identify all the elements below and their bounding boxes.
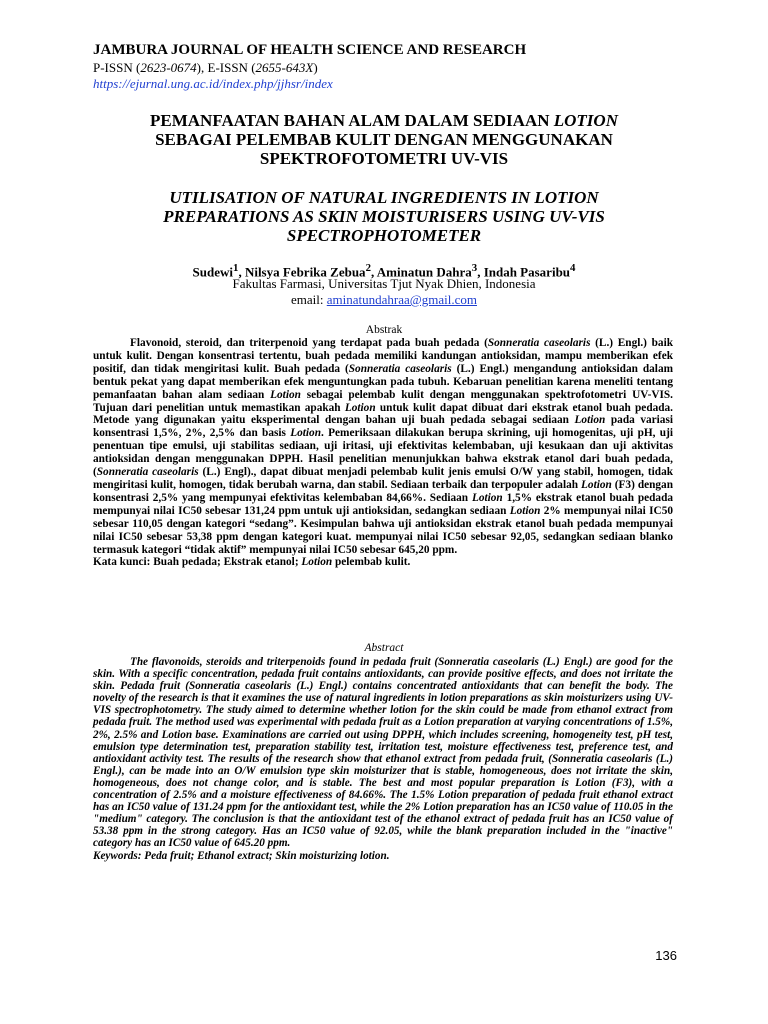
journal-issn: P-ISSN (2623-0674), E-ISSN (2655-643X) — [93, 60, 318, 75]
keywords: Keywords: Peda fruit; Ethanol extract; Skin moisturizing lotion. — [93, 849, 390, 862]
email-link[interactable]: aminatundahraa@gmail.com — [326, 292, 477, 307]
kata-kunci: Kata kunci: Buah pedada; Ekstrak etanol; Lotion pelembab kulit. — [93, 556, 411, 569]
article-title-indonesian: PEMANFAATAN BAHAN ALAM DALAM SEDIAAN LOTION SEBAGAI PELEMBAB KULIT DENGAN MENGGUNAKAN SPEKTROFOTOMETRI UV-VIS — [150, 111, 618, 168]
abstract-body-english: The flavonoids, steroids and triterpenoids found in pedada fruit (Sonneratia caseolaris (L.) Engl.) are good for the skin. With a specific concentration, pedada fruit contains antioxidants, can provide positive effects, and does not irritate the skin. Pedada fruit (Sonneratia caseolaris (L.) Engl.) contains concentrated antioxidants that can benefit the body. The novelty of the research is that it examines the use of natural ingredients in lotion preparations as skin moisturizers using UV-VIS spectrophotometry. The study aimed to determine whether lotion for the skin could be made from ethanol extract from pedada fruit. The method used was experimental with pedada fruit as a Lotion preparation at varying concentrations of 1.5%, 2%, 2.5% and Lotion base. Examinations are carried out using DPPH, which includes screening, homogeneity test, pH test, emulsion type determination test, preparation stability test, irritation test, moisture effectiveness test, preference test, and antioxidant activity test. The results of the research show that ethanol extract from pedada fruit, (Sonneratia caseolaris (L.) Engl.), can be made into an O/W emulsion type skin moisturizer that is stable, homogeneous, does not irritate the skin, homogeneous, does not change color, and is stable. The best and most popular preparation is Lotion (F3), with a concentration of 2.5% and a moisture effectiveness of 84.66%. The 1.5% Lotion preparation of pedada fruit ethanol extract has an IC50 value of 131.24 ppm for the antioxidant test, while the 2% Lotion preparation has an IC50 value of 110.05 in the "medium" category. The conclusion is that the antioxidant test of the ethanol extract of pedada fruit has an IC50 value of 53.38 ppm in the strong category. Has an IC50 value of 92.05, while the blank preparation included in the "inactive" category has an IC50 value of 645.20 ppm. Keywords: Peda fruit; Ethanol extract; Skin moisturizing lotion. — [93, 656, 673, 862]
abstract-heading: Abstract — [364, 642, 404, 654]
abstrak-body: Flavonoid, steroid, dan triterpenoid yang terdapat pada buah pedada (Sonneratia caseolaris (L.) Engl.) baik untuk kulit. Dengan konsentrasi tertentu, buah pedada memiliki kandungan antioksidan, mampu memberikan efek positif, dan tidak mengiritasi kulit. Buah pedada (Sonneratia caseolaris (L.) Engl.) mengandung antioksidan dalam bentuk pekat yang dapat memberikan efek menguntungkan pada tubuh. Kebaruan penelitian karena meneliti tentang pemanfaatan bahan alam sediaan Lotion sebagai pelembab kulit dengan menggunakan spektrofotometri UV-VIS. Tujuan dari penelitian untuk memastikan apakah Lotion untuk kulit dapat dibuat dari ekstrak etanol buah pedada. Metode yang digunakan yaitu eksperimental dengan bahan uji buah pedada sebagai sediaan Lotion pada variasi konsentrasi 1,5%, 2%, 2,5% dan basis Lotion. Pemeriksaan dilakukan berupa skrining, uji homogenitas, uji pH, uji penentuan tipe emulsi, uji stabilitas sediaan, uji iritasi, uji efektivitas kelembaban, uji kesukaan dan uji aktivitas antioksidan dengan menggunakan DPPH. Hasil penelitian menunjukkan bahwa ekstrak etanol dari buah pedada, (Sonneratia caseolaris (L.) Engl)., dapat dibuat menjadi pelembab kulit jenis emulsi O/W yang stabil, homogen, tidak mengiritasi kulit, homogen, tidak berubah warna, dan stabil. Sediaan terbaik dan terpopuler adalah Lotion (F3) dengan konsentrasi 2,5% yang mempunyai efektivitas kelembaban 84,66%. Sediaan Lotion 1,5% ekstrak etanol buah pedada mempunyai nilai IC50 sebesar 131,24 ppm untuk uji antioksidan, sedangkan sediaan Lotion 2% mempunyai nilai IC50 sebesar 110,05 dengan kategori “sedang”. Kesimpulan bahwa uji antioksidan ekstrak etanol buah pedada mempunyai nilai IC50 sebesar 53,38 ppm dengan kategori kuat. mempunyai nilai IC50 sebesar 92,05, sedangkan sediaan blanko termasuk kategori “tidak aktif” mempunyai nilai IC50 sebesar 645,20 ppm. Kata kunci: Buah pedada; Ekstrak etanol; Lotion pelembab kulit. — [93, 337, 674, 569]
author-affiliation: Fakultas Farmasi, Universitas Tjut Nyak Dhien, Indonesia — [232, 276, 536, 291]
journal-name: JAMBURA JOURNAL OF HEALTH SCIENCE AND RESEARCH — [93, 42, 527, 58]
correspondence-email: email: aminatundahraa@gmail.com — [291, 292, 477, 307]
article-title-english: UTILISATION OF NATURAL INGREDIENTS IN LOTION PREPARATIONS AS SKIN MOISTURISERS USING UV-VIS SPECTROPHOTOMETER — [163, 188, 605, 245]
abstrak-heading: Abstrak — [365, 324, 403, 336]
page-number: 136 — [655, 948, 677, 963]
journal-url-link[interactable]: https://ejurnal.ung.ac.id/index.php/jjhsr/index — [93, 76, 333, 91]
journal-header — [93, 41, 693, 92]
author-list: Sudewi$^1$, Nilsya Febrika Zebua$^2$, Aminatun Dahra$^3$, Indah Pasaribu$^4$ — [192, 262, 576, 280]
